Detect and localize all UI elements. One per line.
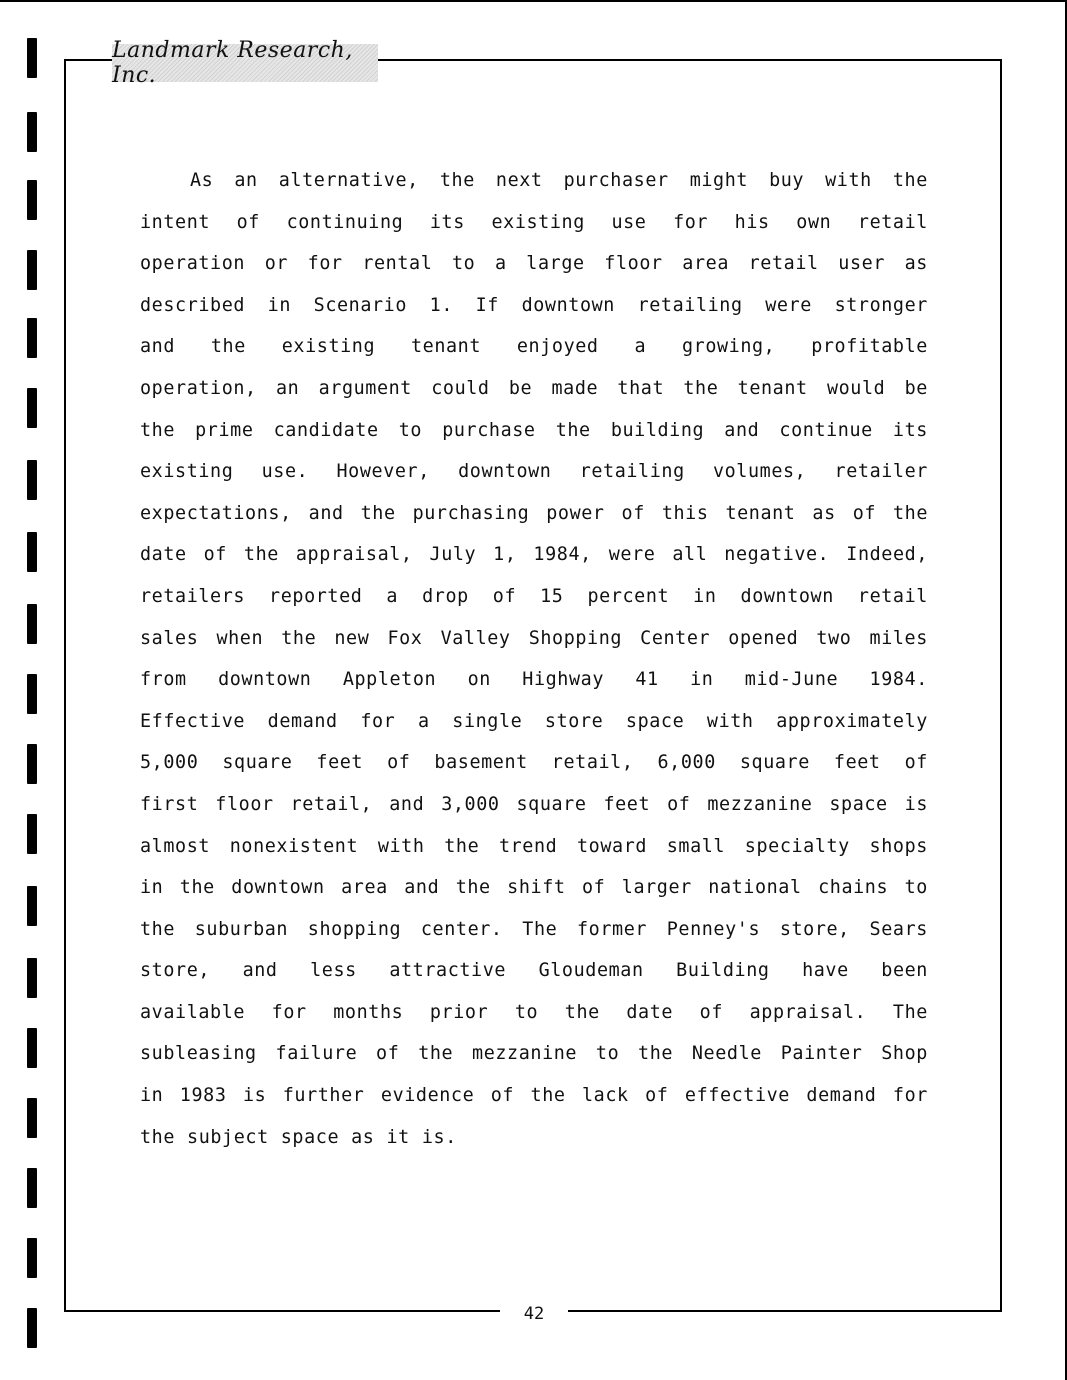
word: rental <box>362 253 433 275</box>
text-line <box>140 368 928 410</box>
word: retailers <box>140 585 246 607</box>
word: shift <box>507 877 566 899</box>
word: purchasing <box>412 502 530 524</box>
text-line <box>140 576 928 618</box>
word: and <box>308 502 344 524</box>
word: Valley <box>440 627 511 649</box>
word: is <box>242 1085 267 1107</box>
word: its <box>892 419 928 441</box>
text-line <box>140 493 928 535</box>
word: is <box>904 793 928 815</box>
word: mezzanine <box>472 1043 578 1065</box>
word: downtown <box>458 461 552 483</box>
word: with <box>377 835 425 857</box>
word: shops <box>869 835 928 857</box>
word: space <box>280 1126 340 1148</box>
text-line <box>140 1075 928 1117</box>
word: and <box>724 419 760 441</box>
word: in <box>690 669 714 691</box>
text-line <box>140 826 928 868</box>
word: The <box>522 918 558 940</box>
word: store <box>544 710 604 732</box>
word: specialty <box>744 835 850 857</box>
word: with <box>825 170 872 191</box>
word: it <box>386 1126 410 1148</box>
word: retail, <box>551 752 634 774</box>
word: mezzanine <box>707 793 813 815</box>
word: 15 <box>540 585 564 607</box>
word: existing <box>491 211 585 233</box>
word: Penney's <box>666 918 761 940</box>
word: The <box>892 1001 928 1023</box>
word: alternative, <box>278 170 419 191</box>
word: larger <box>621 877 692 899</box>
word: continue <box>779 419 873 441</box>
word: of <box>492 585 517 607</box>
word: intent <box>140 211 211 233</box>
word: a <box>417 710 430 732</box>
word: effective <box>684 1085 790 1107</box>
word: store, <box>140 960 211 982</box>
word: existing <box>140 461 234 483</box>
word: volumes, <box>712 461 807 483</box>
word: square <box>516 793 587 815</box>
word: subleasing <box>140 1043 257 1065</box>
word: as <box>351 1126 375 1148</box>
binding-mark <box>27 886 37 926</box>
word: failure <box>275 1043 358 1065</box>
text-line <box>140 742 928 784</box>
word: subject <box>187 1126 269 1148</box>
word: available <box>140 1001 246 1023</box>
word: prime <box>195 419 254 441</box>
word: and <box>242 960 278 982</box>
binding-mark <box>27 388 37 428</box>
word: buy <box>769 170 805 191</box>
text-line <box>140 784 928 826</box>
word: as <box>904 253 928 275</box>
word: an <box>275 377 300 399</box>
word: negative. <box>724 544 830 566</box>
word: prior <box>429 1001 489 1023</box>
word: operation <box>140 253 246 275</box>
binding-mark <box>27 1028 37 1068</box>
word: and <box>140 336 176 358</box>
word: could <box>431 377 490 399</box>
word: Shopping <box>528 627 623 649</box>
word: sales <box>140 627 199 649</box>
word: large <box>526 253 585 275</box>
word: and <box>404 877 440 899</box>
word: be <box>508 377 533 399</box>
text-line <box>140 659 928 701</box>
binding-mark <box>27 744 37 784</box>
word: be <box>904 377 928 399</box>
word: Highway <box>522 669 604 691</box>
word: tenant <box>737 377 808 399</box>
word: demand <box>806 1085 877 1107</box>
text-line <box>140 410 928 452</box>
word: small <box>666 835 726 857</box>
word: the <box>683 377 719 399</box>
word: the <box>210 336 246 358</box>
word: square <box>222 752 293 774</box>
word: Effective <box>140 710 246 732</box>
word: mid-June <box>744 669 839 691</box>
word: space <box>829 793 888 815</box>
word: stronger <box>834 294 928 316</box>
word: further <box>282 1085 365 1107</box>
word: the <box>892 502 928 524</box>
word: new <box>334 627 370 649</box>
word: less <box>310 960 357 982</box>
word: to <box>452 253 476 275</box>
word: described <box>140 294 246 316</box>
page-number: 42 <box>523 1304 545 1324</box>
word: 3,000 <box>441 793 500 815</box>
word: candidate <box>273 419 379 441</box>
page-top-edge <box>0 0 1067 2</box>
binding-mark <box>27 318 37 358</box>
word: use. <box>261 461 309 483</box>
text-line <box>140 326 928 368</box>
word: feet <box>603 793 651 815</box>
word: a <box>494 253 507 275</box>
text-line <box>140 992 928 1034</box>
word: to <box>595 1043 620 1065</box>
word: shopping <box>307 918 402 940</box>
binding-mark <box>27 460 37 500</box>
text-line <box>140 534 928 576</box>
binding-mark <box>27 1168 37 1208</box>
word: an <box>234 170 258 191</box>
binding-mark <box>27 112 37 152</box>
word: Painter <box>780 1043 863 1065</box>
word: the <box>555 419 591 441</box>
word: 6,000 <box>657 752 716 774</box>
word: would <box>826 377 886 399</box>
word: is. <box>421 1126 457 1148</box>
word: operation, <box>140 377 257 399</box>
word: Shop <box>881 1043 928 1065</box>
word: miles <box>869 627 928 649</box>
word: expectations, <box>140 502 292 524</box>
text-line <box>140 160 928 202</box>
word: enjoyed <box>516 336 599 358</box>
word: might <box>689 170 749 191</box>
word: 41 <box>635 669 659 691</box>
word: have <box>802 960 849 982</box>
word: feet <box>833 752 881 774</box>
word: space <box>625 710 685 732</box>
word: Appleton <box>342 669 437 691</box>
word: its <box>429 211 465 233</box>
word: retail <box>857 585 928 607</box>
word: feet <box>316 752 364 774</box>
binding-mark <box>27 250 37 290</box>
page-footer <box>500 1296 568 1332</box>
word: the <box>243 544 279 566</box>
company-logo <box>112 38 378 88</box>
text-line <box>140 202 928 244</box>
word: 1984. <box>869 669 928 691</box>
word: demand <box>267 710 338 732</box>
word: downtown <box>521 294 615 316</box>
word: next <box>495 170 543 191</box>
word: existing <box>281 336 376 358</box>
word: user <box>838 253 885 275</box>
word: for <box>271 1001 307 1023</box>
word: the <box>444 835 480 857</box>
word: of <box>645 1085 669 1107</box>
word: Needle <box>691 1043 762 1065</box>
word: a <box>386 585 399 607</box>
word: the <box>530 1085 566 1107</box>
word: appraisal, <box>295 544 413 566</box>
word: of <box>904 752 928 774</box>
word: purchaser <box>563 170 669 191</box>
word: tenant <box>410 336 482 358</box>
word: appraisal. <box>749 1001 867 1023</box>
word: former <box>577 918 648 940</box>
word: were <box>608 544 656 566</box>
word: or <box>264 253 289 275</box>
word: of <box>203 544 227 566</box>
word: that <box>617 377 665 399</box>
word: a <box>634 336 647 358</box>
word: retail, <box>290 793 373 815</box>
word: of <box>581 877 606 899</box>
word: own <box>796 211 832 233</box>
word: two <box>816 627 852 649</box>
word: profitable <box>811 336 928 358</box>
word: approximately <box>776 710 928 732</box>
word: use <box>611 211 647 233</box>
word: If <box>475 294 499 316</box>
text-line <box>140 867 928 909</box>
word: retailer <box>834 461 928 483</box>
word: months <box>333 1001 404 1023</box>
word: Building <box>676 960 770 982</box>
binding-mark <box>27 1238 37 1278</box>
word: the <box>140 1126 176 1148</box>
word: of <box>621 502 645 524</box>
binding-mark <box>27 814 37 854</box>
word: of <box>387 752 411 774</box>
word: as <box>812 502 836 524</box>
word: date <box>626 1001 674 1023</box>
word: 1983 <box>179 1085 227 1107</box>
word: of <box>667 793 691 815</box>
word: power <box>546 502 605 524</box>
word: in <box>693 585 717 607</box>
word: from <box>140 669 187 691</box>
word: the <box>638 1043 674 1065</box>
word: growing, <box>681 336 776 358</box>
word: the <box>179 877 215 899</box>
word: Fox <box>387 627 423 649</box>
word: downtown <box>740 585 834 607</box>
text-line <box>140 950 928 992</box>
word: Center <box>640 627 711 649</box>
word: the <box>455 877 491 899</box>
word: on <box>467 669 491 691</box>
text-line <box>140 285 928 327</box>
word: nonexistent <box>229 835 359 857</box>
word: July <box>429 544 477 566</box>
word: 1984, <box>533 544 592 566</box>
word: center. <box>420 918 503 940</box>
text-line <box>140 701 928 743</box>
word: retailing <box>637 294 743 316</box>
word: purchase <box>442 419 536 441</box>
word: building <box>610 419 705 441</box>
word: continuing <box>286 211 404 233</box>
word: first <box>140 793 199 815</box>
word: been <box>881 960 928 982</box>
word: opened <box>728 627 799 649</box>
word: Indeed, <box>846 544 928 566</box>
binding-marks <box>27 38 39 1378</box>
word: tenant <box>725 502 796 524</box>
word: Gloudeman <box>538 960 644 982</box>
word: suburban <box>194 918 289 940</box>
word: all <box>672 544 708 566</box>
word: almost <box>140 835 211 857</box>
word: However, <box>336 461 430 483</box>
word: in <box>140 1085 164 1107</box>
word: for <box>307 253 343 275</box>
word: floor <box>604 253 663 275</box>
word: lack <box>581 1085 629 1107</box>
word: in <box>140 877 164 899</box>
word: retailing <box>579 461 685 483</box>
text-line <box>140 909 928 951</box>
word: the <box>892 170 928 191</box>
word: drop <box>422 585 469 607</box>
word: with <box>706 710 754 732</box>
word: were <box>765 294 812 316</box>
word: when <box>216 627 264 649</box>
word: in <box>267 294 292 316</box>
text-line <box>140 618 928 660</box>
word: toward <box>577 835 648 857</box>
word: As <box>190 170 214 191</box>
word: floor <box>215 793 274 815</box>
word: argument <box>318 377 412 399</box>
word: his <box>734 211 770 233</box>
word: of <box>376 1043 400 1065</box>
text-line <box>140 243 928 285</box>
word: for <box>892 1085 928 1107</box>
word: to <box>514 1001 539 1023</box>
binding-mark <box>27 604 37 644</box>
binding-mark <box>27 1308 37 1348</box>
word: 5,000 <box>140 752 199 774</box>
binding-mark <box>27 38 37 78</box>
word: for <box>360 710 396 732</box>
word: store, <box>779 918 850 940</box>
word: this <box>661 502 709 524</box>
word: date <box>140 544 187 566</box>
text-line <box>140 1117 928 1159</box>
word: and <box>389 793 425 815</box>
word: 1, <box>493 544 517 566</box>
word: Sears <box>869 918 928 940</box>
word: area <box>682 253 729 275</box>
word: the <box>140 918 176 940</box>
word: reported <box>269 585 363 607</box>
word: square <box>739 752 810 774</box>
word: national <box>708 877 802 899</box>
word: basement <box>434 752 528 774</box>
word: downtown <box>218 669 312 691</box>
binding-mark <box>27 958 37 998</box>
word: of <box>852 502 877 524</box>
word: the <box>418 1043 454 1065</box>
word: single <box>452 710 523 732</box>
word: retail <box>748 253 819 275</box>
word: to <box>398 419 423 441</box>
binding-mark <box>27 532 37 572</box>
word: for <box>673 211 709 233</box>
binding-mark <box>27 1098 37 1138</box>
word: the <box>281 627 317 649</box>
word: trend <box>498 835 558 857</box>
word: Scenario <box>313 294 408 316</box>
word: the <box>140 419 176 441</box>
word: of <box>699 1001 724 1023</box>
word: percent <box>587 585 670 607</box>
word: evidence <box>380 1085 475 1107</box>
word: the <box>564 1001 600 1023</box>
text-line <box>140 1033 928 1075</box>
word: area <box>341 877 388 899</box>
word: retail <box>857 211 928 233</box>
body-paragraph <box>140 160 928 1158</box>
binding-mark <box>27 674 37 714</box>
word: chains <box>818 877 889 899</box>
text-line <box>140 451 928 493</box>
word: the <box>439 170 475 191</box>
binding-mark <box>27 180 37 220</box>
word: the <box>360 502 396 524</box>
word: to <box>904 877 928 899</box>
word: of <box>236 211 260 233</box>
word: made <box>551 377 599 399</box>
word: downtown <box>231 877 325 899</box>
logo-text: Landmark Research, Inc. <box>112 38 353 88</box>
word: of <box>490 1085 515 1107</box>
word: attractive <box>389 960 507 982</box>
word: 1. <box>429 294 453 316</box>
